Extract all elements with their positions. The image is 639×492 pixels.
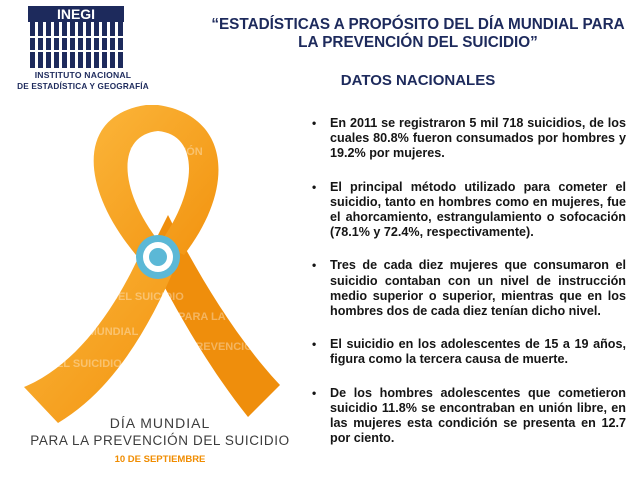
ribbon-watermark-6: DEL SUICIDIO: [48, 358, 122, 370]
list-item: [310, 337, 626, 367]
list-item: [310, 180, 626, 241]
bullet-icon: •: [312, 116, 317, 130]
list-item-text: En 2011 se registraron 5 mil 718 suicidios, de los cuales 80.8% fueron consumados por hombres y 19.2% por mujeres.: [330, 116, 626, 161]
list-item-text: Tres de cada diez mujeres que consumaron el suicidio contaban con un nivel de instrucción medio superior o superior, mientras que en los hombres dos de cada diez tenían dicho nivel.: [330, 258, 626, 319]
list-item-text: El suicidio en los adolescentes de 15 a 19 años, figura como la tercera causa de muerte.: [330, 337, 626, 367]
ribbon-watermark-5: PREVENCIÓN: [188, 341, 261, 353]
ribbon-caption-line1: DÍA MUNDIAL: [109, 415, 211, 431]
ribbon-caption-line2: PARA LA PREVENCIÓN DEL SUICIDIO: [30, 433, 290, 448]
bullet-icon: •: [312, 337, 317, 352]
page-title-line1: “ESTADÍSTICAS A PROPÓSITO DEL DÍA MUNDIAL PARA: [211, 16, 625, 33]
page-title-line2: LA PREVENCIÓN DEL SUICIDIO”: [298, 34, 538, 51]
logo-institute-line1: INSTITUTO NACIONAL: [34, 70, 132, 80]
list-item-text: De los hombres adolescentes que cometieron suicidio 11.8% se encontraban en unión libre, en las mujeres esta condición se presenta en 12.7 por ciento.: [330, 385, 626, 446]
ribbon-loop: [94, 105, 219, 255]
inegi-logo-mark: [28, 6, 140, 68]
inegi-logo: [8, 6, 158, 96]
bullet-icon: •: [312, 385, 317, 400]
list-item-text: El principal método utilizado para cometer el suicidio, tanto en hombres como en mujeres, fue el ahorcamiento, estrangulamiento o sofocación (78.1% y 72.4%, respectivamente).: [330, 179, 626, 240]
rosette-icon: [136, 235, 180, 279]
list-item: [310, 258, 626, 319]
list-item: [310, 116, 626, 162]
bullet-icon: •: [312, 258, 317, 273]
ribbon-watermark-4: PARA LA: [178, 311, 226, 323]
logo-institute-line2: DE ESTADÍSTICA Y GEOGRAFÍA: [17, 82, 149, 91]
ribbon-watermark-1: PREVENCIÓN: [130, 146, 203, 158]
page-subtitle: DATOS NACIONALES: [340, 72, 496, 89]
ribbon-watermark-3: DIA MUNDIAL: [66, 326, 139, 338]
ribbon-date: 10 DE SEPTIEMBRE: [114, 454, 206, 465]
inegi-logo-text: INEGI: [56, 6, 96, 22]
statistics-list: [310, 116, 626, 464]
bullet-icon: •: [312, 179, 317, 194]
page-title: [200, 16, 636, 52]
list-item: [310, 386, 626, 447]
ribbon-watermark-2: DEL SUICIDIO: [110, 291, 184, 303]
awareness-ribbon: [18, 95, 302, 487]
